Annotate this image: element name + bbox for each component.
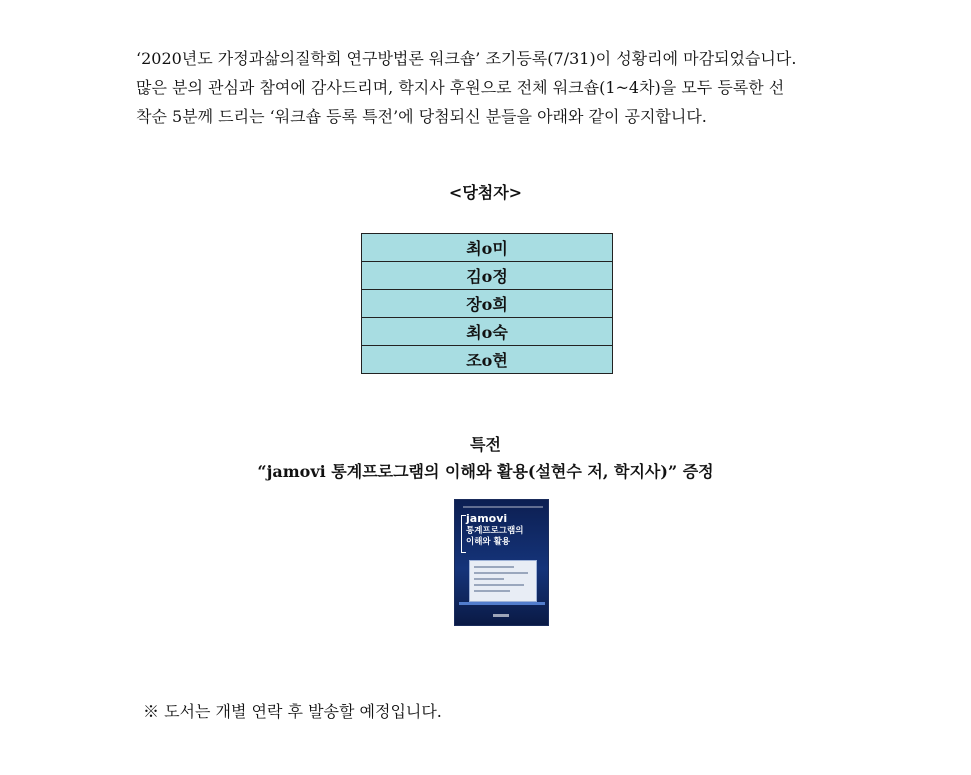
- announcement-line-1: ‘2020년도 가정과삶의질학회 연구방법론 워크숍’ 조기등록(7/31)이 성황리에 마감되었습니다.: [136, 49, 797, 68]
- prize-detail: “jamovi 통계프로그램의 이해와 활용(설현수 저, 학지사)” 증정: [257, 462, 714, 481]
- book-cover-image: [455, 500, 548, 625]
- book-cover-title-line-2: 통계프로그램의: [466, 526, 524, 536]
- book-cover-title-line-3: 이해와 활용: [466, 537, 511, 547]
- laptop-screen-illustration: [469, 560, 537, 602]
- table-row: [362, 318, 613, 346]
- winners-table: [361, 233, 613, 374]
- table-row: [362, 346, 613, 374]
- prize-title: 특전: [470, 435, 501, 454]
- shipping-note: ※ 도서는 개별 연락 후 발송할 예정입니다.: [143, 702, 442, 721]
- book-cover-subtitle-line: [463, 506, 543, 508]
- table-row: [362, 234, 613, 262]
- publisher-logo: [493, 614, 509, 617]
- book-cover-title: [466, 513, 546, 548]
- announcement-line-2: 많은 분의 관심과 참여에 감사드리며, 학지사 후원으로 전체 워크숍(1~4차)을 모두 등록한 선: [136, 78, 785, 97]
- winner-name: 김o정: [362, 262, 613, 290]
- winner-name: 최o미: [362, 234, 613, 262]
- table-row: [362, 290, 613, 318]
- announcement-paragraph: [136, 44, 848, 131]
- winner-name: 장o희: [362, 290, 613, 318]
- winners-heading: <당첨자>: [448, 183, 523, 202]
- laptop-glow: [459, 602, 545, 605]
- winner-name: 최o숙: [362, 318, 613, 346]
- book-cover-title-line-1: jamovi: [466, 512, 508, 525]
- announcement-line-3: 착순 5분께 드리는 ‘워크숍 등록 특전’에 당첨되신 분들을 아래와 같이 공지합니다.: [136, 107, 707, 126]
- winner-name: 조o현: [362, 346, 613, 374]
- table-row: [362, 262, 613, 290]
